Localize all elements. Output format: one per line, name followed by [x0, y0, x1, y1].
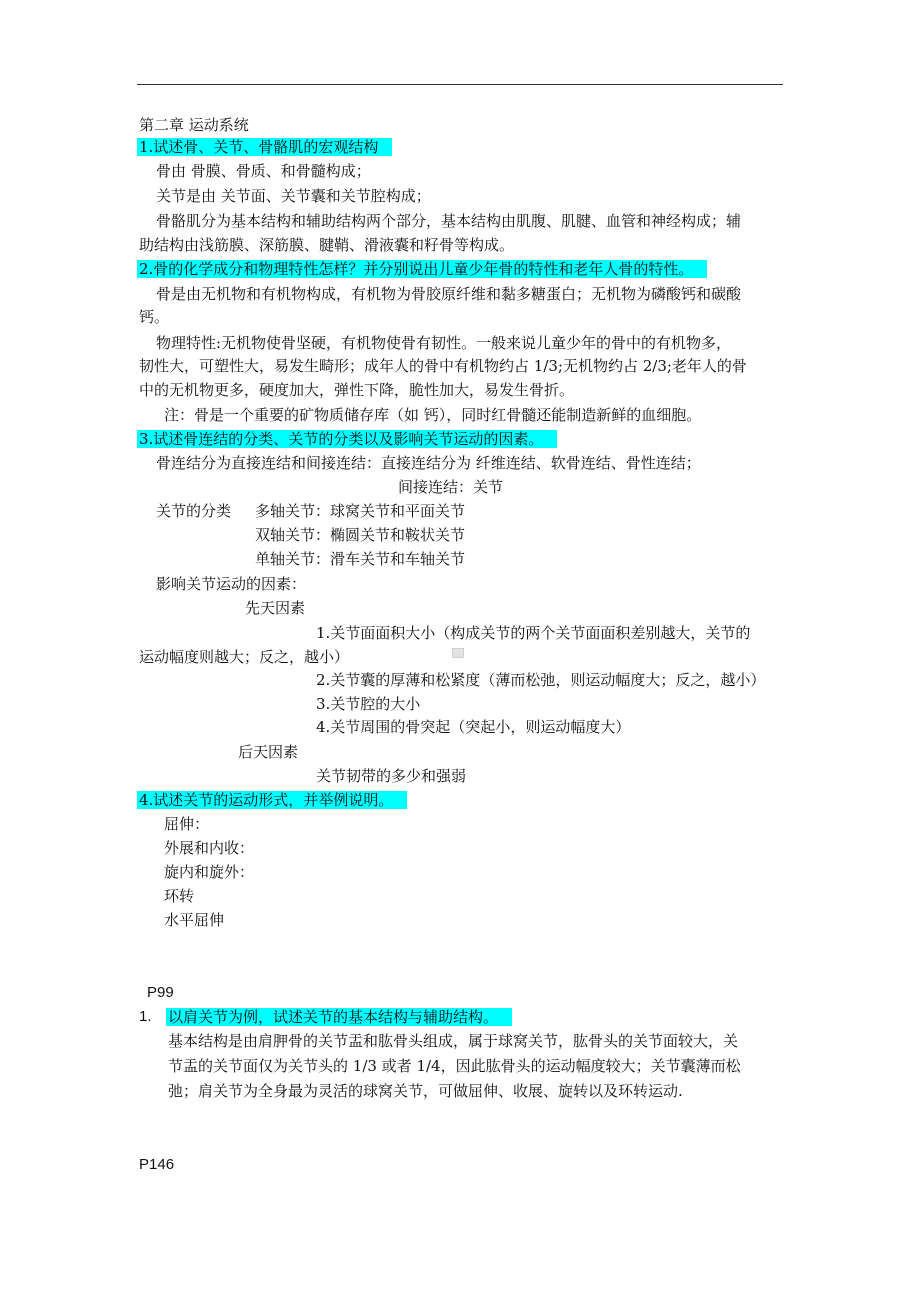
question-2 [139, 259, 707, 279]
q3-joint-type-2: 双轴关节：椭圆关节和鞍状关节 [255, 526, 466, 544]
q2-line-5: 中的无机物更多，硬度加大，弹性下降，脆性加大，易发生骨折。 [139, 381, 575, 399]
p99-line-1: 基本结构是由肩胛骨的关节盂和肱骨头组成，属于球窝关节，肱骨头的关节面较大，关 [168, 1032, 739, 1050]
question-3-highlight: 3.试述骨连结的分类、关节的分类以及影响关节运动的因素。 [137, 430, 557, 448]
q4-item-4: 环转 [164, 887, 195, 905]
q3-congenital-item-1: 1.关节面面积大小（构成关节的两个关节面面积差别越大，关节的 [316, 624, 751, 642]
q4-item-2: 外展和内收： [164, 839, 255, 857]
q3-joint-type-1: 多轴关节：球窝关节和平面关节 [255, 502, 466, 520]
question-1-highlight: 1.试述骨、关节、骨骼肌的宏观结构 [137, 138, 392, 156]
chapter-title: 第二章 运动系统 [139, 116, 249, 134]
q3-indirect-line: 间接连结：关节 [398, 478, 504, 496]
q3-congenital-item-2: 2.关节囊的厚薄和松紧度（薄而松弛，则运动幅度大；反之，越小） [316, 671, 766, 689]
q3-congenital-item-1-cont: 运动幅度则越大；反之，越小） [139, 648, 350, 666]
q3-congenital-item-3: 3.关节腔的大小 [316, 695, 421, 713]
q4-item-5: 水平屈伸 [164, 911, 225, 929]
q4-item-3: 旋内和旋外： [164, 863, 255, 881]
q3-factors-heading: 影响关节运动的因素： [156, 575, 307, 593]
q3-acquired-label: 后天因素 [238, 743, 299, 761]
q1-line-1: 骨由 骨膜、骨质、和骨髓构成； [156, 162, 371, 180]
header-rule [137, 84, 783, 85]
q3-congenital-item-4: 4.关节周围的骨突起（突起小，则运动幅度大） [316, 718, 631, 736]
q3-joint-class-label: 关节的分类 [156, 502, 232, 520]
q2-line-1: 骨是由无机物和有机物构成，有机物为骨胶原纤维和黏多糖蛋白；无机物为磷酸钙和碳酸 [156, 285, 742, 303]
question-4-highlight: 4.试述关节的运动形式，并举例说明。 [137, 791, 407, 809]
p99-question-highlight: 以肩关节为例，试述关节的基本结构与辅助结构。 [166, 1008, 512, 1026]
p146-page-label: P146 [139, 1156, 175, 1173]
q3-joint-type-3: 单轴关节：滑车关节和车轴关节 [255, 550, 466, 568]
question-4 [139, 790, 407, 810]
p99-number: 1. [139, 1008, 152, 1025]
q3-acquired-item: 关节韧带的多少和强弱 [316, 767, 467, 785]
question-3 [139, 429, 557, 449]
q3-congenital-label: 先天因素 [245, 599, 306, 617]
p99-question [168, 1007, 512, 1027]
q3-connection-line: 骨连结分为直接连结和间接连结：直接连结分为 纤维连结、软骨连结、骨性连结； [156, 454, 701, 472]
q2-line-2: 钙。 [139, 308, 170, 326]
q2-note: 注：骨是一个重要的矿物质储存库（如 钙），同时红骨髓还能制造新鲜的血细胞。 [164, 406, 702, 424]
p99-line-2: 节盂的关节面仅为关节头的 1/3 或者 1/4，因此肱骨头的运动幅度较大；关节囊薄而松 [168, 1057, 741, 1075]
image-placeholder-icon [452, 648, 464, 658]
q1-line-4: 助结构由浅筋膜、深筋膜、腱鞘、滑液囊和籽骨等构成。 [139, 236, 515, 254]
question-2-highlight: 2.骨的化学成分和物理特性怎样？并分别说出儿童少年骨的特性和老年人骨的特性。 [137, 260, 707, 278]
question-1 [139, 137, 392, 157]
q2-line-4: 韧性大，可塑性大，易发生畸形；成年人的骨中有机物约占 1/3;无机物约占 2/3;老年人的骨 [139, 357, 747, 375]
q4-item-1: 屈伸： [164, 815, 210, 833]
q2-line-3: 物理特性:无机物使骨坚硬，有机物使骨有韧性。一般来说儿童少年的骨中的有机物多， [156, 334, 732, 352]
p99-page-label: P99 [147, 984, 174, 1001]
p99-line-3: 弛；肩关节为全身最为灵活的球窝关节，可做屈伸、收展、旋转以及环转运动. [168, 1082, 683, 1100]
q1-line-2: 关节是由 关节面、关节囊和关节腔构成； [156, 187, 431, 205]
q1-line-3: 骨骼肌分为基本结构和辅助结构两个部分，基本结构由肌腹、肌腱、血管和神经构成；辅 [156, 212, 742, 230]
